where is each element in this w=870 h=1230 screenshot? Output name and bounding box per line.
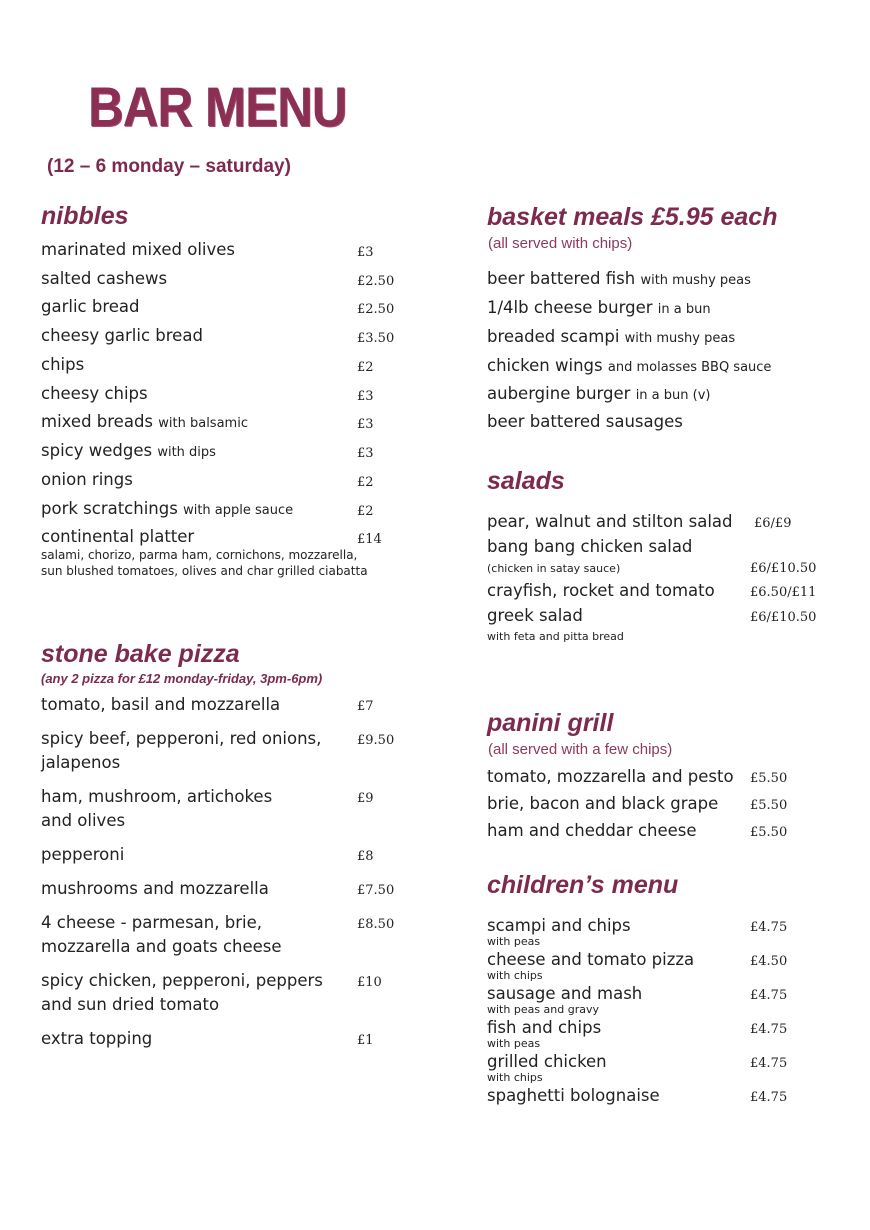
menu-title: BAR MENU xyxy=(88,75,347,138)
list-item: onion rings xyxy=(41,470,133,489)
list-item: mixed breads with balsamic xyxy=(41,412,248,431)
platter-description: salami, chorizo, parma ham, cornichons, mozzarella, xyxy=(41,548,358,562)
item-price: £7 xyxy=(357,699,374,714)
list-item: 1/4lb cheese burger in a bun xyxy=(487,298,711,317)
item-price: £6/£10.50 xyxy=(750,561,817,576)
item-note: with feta and pitta bread xyxy=(487,630,624,643)
item-price: £9.50 xyxy=(357,733,395,748)
list-item: crayfish, rocket and tomato xyxy=(487,581,715,600)
list-item: cheesy chips xyxy=(41,384,148,403)
item-price: £5.50 xyxy=(750,771,788,786)
item-price: £2.50 xyxy=(357,274,395,289)
item-price: £2 xyxy=(357,475,374,490)
list-item: 4 cheese - parmesan, brie, xyxy=(41,913,262,932)
item-price: £6.50/£11 xyxy=(750,585,817,600)
list-item: cheese and tomato pizza xyxy=(487,950,695,969)
list-item-continued: jalapenos xyxy=(41,753,121,772)
item-price: £4.75 xyxy=(750,920,788,935)
list-item: mushrooms and mozzarella xyxy=(41,879,269,898)
list-item: spicy wedges with dips xyxy=(41,441,216,460)
list-item: pear, walnut and stilton salad xyxy=(487,512,733,531)
list-item: extra topping xyxy=(41,1029,153,1048)
item-price: £4.75 xyxy=(750,1056,788,1071)
item-price: £2.50 xyxy=(357,302,395,317)
panini-note: (all served with a few chips) xyxy=(488,741,673,758)
list-item: beer battered sausages xyxy=(487,412,683,431)
children-heading: children’s menu xyxy=(487,871,679,899)
item-price: £3.50 xyxy=(357,331,395,346)
list-item: greek salad xyxy=(487,606,583,625)
list-item: marinated mixed olives xyxy=(41,240,236,259)
item-price: £7.50 xyxy=(357,883,395,898)
item-price: £5.50 xyxy=(750,798,788,813)
item-price: £4.50 xyxy=(750,954,788,969)
list-item: scampi and chips xyxy=(487,916,631,935)
salads-heading: salads xyxy=(487,467,565,495)
list-item-continued: and sun dried tomato xyxy=(41,995,220,1014)
list-item: chicken wings and molasses BBQ sauce xyxy=(487,356,772,375)
list-item: beer battered fish with mushy peas xyxy=(487,269,751,288)
list-item-continued: mozzarella and goats cheese xyxy=(41,937,282,956)
list-item-continued: and olives xyxy=(41,811,126,830)
list-item: spaghetti bolognaise xyxy=(487,1086,660,1105)
list-item: spicy beef, pepperoni, red onions, xyxy=(41,729,322,748)
item-price: £4.75 xyxy=(750,988,788,1003)
platter-description: sun blushed tomatoes, olives and char grilled ciabatta xyxy=(41,564,368,578)
item-price: £3 xyxy=(357,446,374,461)
list-item: bang bang chicken salad xyxy=(487,537,693,556)
item-price: £2 xyxy=(357,504,374,519)
list-item: garlic bread xyxy=(41,297,140,316)
list-item: ham and cheddar cheese xyxy=(487,821,697,840)
basket-note: (all served with chips) xyxy=(488,235,633,252)
list-item: salted cashews xyxy=(41,269,168,288)
item-price: £1 xyxy=(357,1033,374,1048)
list-item: tomato, mozzarella and pesto xyxy=(487,767,734,786)
item-note: with chips xyxy=(487,969,543,982)
list-item: cheesy garlic bread xyxy=(41,326,203,345)
basket-heading: basket meals £5.95 each xyxy=(487,203,778,231)
pizza-offer: (any 2 pizza for £12 monday-friday, 3pm-6pm) xyxy=(41,671,323,686)
list-item: pepperoni xyxy=(41,845,125,864)
item-price: £8.50 xyxy=(357,917,395,932)
pizza-heading: stone bake pizza xyxy=(41,640,240,668)
item-price: £8 xyxy=(357,849,374,864)
item-price: £3 xyxy=(357,389,374,404)
nibbles-heading: nibbles xyxy=(41,202,129,230)
list-item: tomato, basil and mozzarella xyxy=(41,695,281,714)
panini-heading: panini grill xyxy=(487,709,614,737)
list-item: chips xyxy=(41,355,85,374)
item-note: (chicken in satay sauce) xyxy=(487,562,621,575)
item-price: £4.75 xyxy=(750,1022,788,1037)
list-item: grilled chicken xyxy=(487,1052,607,1071)
item-price: £6/£10.50 xyxy=(750,610,817,625)
list-item: brie, bacon and black grape xyxy=(487,794,719,813)
item-price: £3 xyxy=(357,417,374,432)
list-item: ham, mushroom, artichokes xyxy=(41,787,273,806)
list-item: continental platter xyxy=(41,527,195,546)
item-price: £9 xyxy=(357,791,374,806)
list-item: pork scratchings with apple sauce xyxy=(41,499,294,518)
item-note: with peas xyxy=(487,1037,541,1050)
item-price: £3 xyxy=(357,245,374,260)
item-price: £6/£9 xyxy=(754,516,792,531)
item-note: with peas xyxy=(487,935,541,948)
item-price: £2 xyxy=(357,360,374,375)
list-item: breaded scampi with mushy peas xyxy=(487,327,736,346)
list-item: aubergine burger in a bun (v) xyxy=(487,384,711,403)
item-price: £14 xyxy=(357,532,382,547)
item-price: £10 xyxy=(357,975,382,990)
list-item: fish and chips xyxy=(487,1018,602,1037)
item-note: with peas and gravy xyxy=(487,1003,600,1016)
item-note: with chips xyxy=(487,1071,543,1084)
item-price: £5.50 xyxy=(750,825,788,840)
item-price: £4.75 xyxy=(750,1090,788,1105)
menu-hours: (12 – 6 monday – saturday) xyxy=(47,156,291,177)
list-item: sausage and mash xyxy=(487,984,643,1003)
list-item: spicy chicken, pepperoni, peppers xyxy=(41,971,323,990)
